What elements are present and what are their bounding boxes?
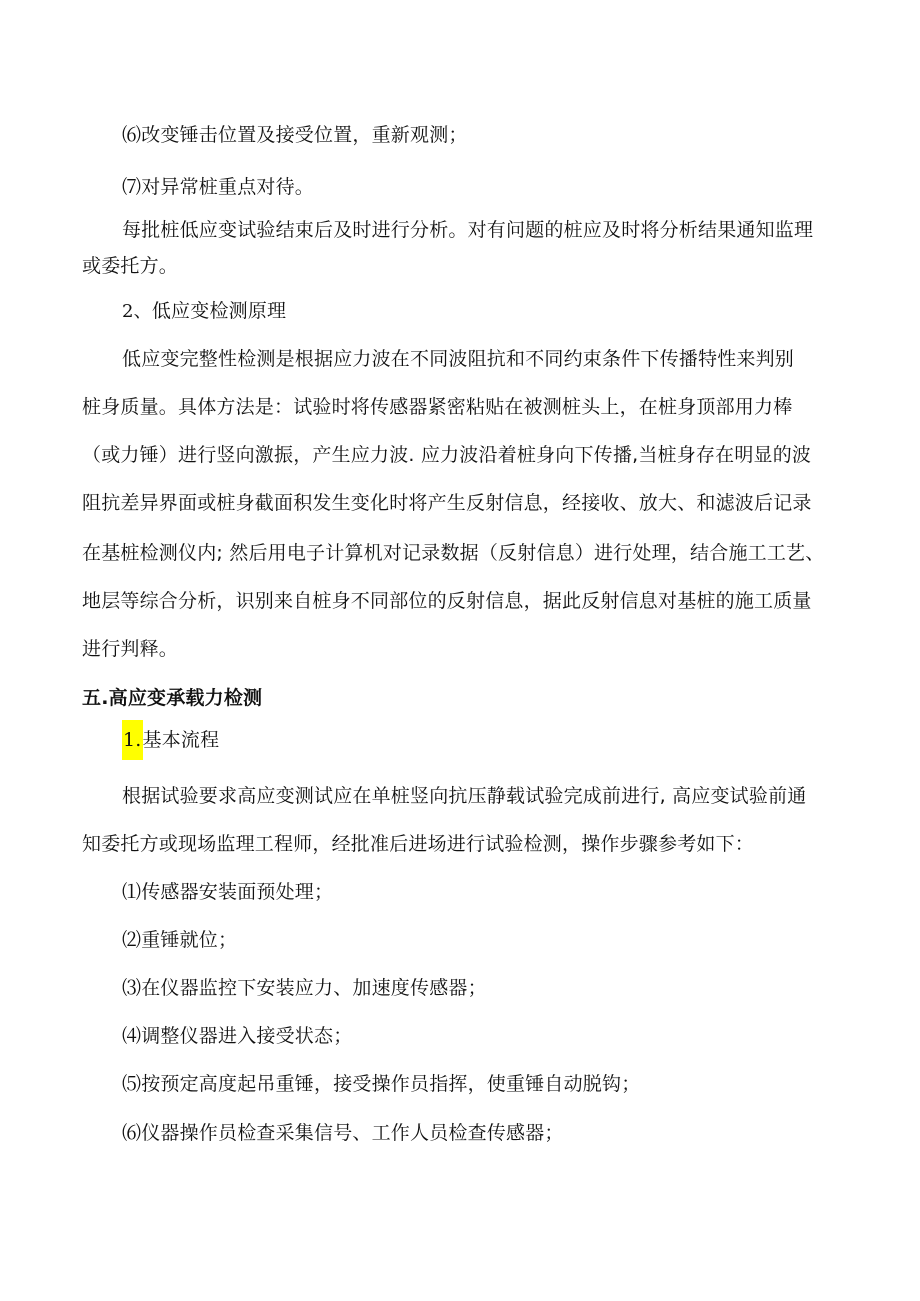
principle-paragraph-line-7: 进行判释。 xyxy=(82,638,179,660)
step-6-change-position: ⑹改变锤击位置及接受位置，重新观测； xyxy=(122,124,468,146)
procedure-intro-line-1: 根据试验要求高应变测试应在单桩竖向抗压静载试验完成前进行, 高应变试验前通 xyxy=(122,785,807,807)
section-2-heading xyxy=(122,298,286,325)
subsection-1-title: 基本流程 xyxy=(142,729,220,751)
subsection-1-number-highlighted: 1. xyxy=(122,720,143,760)
step-6-check-signals: ⑹仪器操作员检查采集信号、工作人员检查传感器； xyxy=(122,1122,564,1144)
step-7-abnormal-pile: ⑺对异常桩重点对待。 xyxy=(122,176,315,198)
procedure-intro-line-2: 知委托方或现场监理工程师，经批准后进场进行试验检测，操作步骤参考如下： xyxy=(82,833,755,855)
step-3-install-sensors: ⑶在仪器监控下安装应力、加速度传感器； xyxy=(122,977,487,999)
paragraph-analysis-line-1: 每批桩低应变试验结束后及时进行分析。对有问题的桩应及时将分析结果通知监理 xyxy=(122,219,814,241)
section-2-title: 低应变检测原理 xyxy=(151,300,287,322)
section-5-heading: 五.高应变承载力检测 xyxy=(82,687,263,709)
section-2-number: 2、 xyxy=(122,301,152,322)
step-5-lift-hammer: ⑸按预定高度起吊重锤，接受操作员指挥，使重锤自动脱钩； xyxy=(122,1073,641,1095)
subsection-1-heading xyxy=(122,720,219,760)
principle-paragraph-line-2: 桩身质量。具体方法是：试验时将传感器紧密粘贴在被测桩头上，在桩身顶部用力棒 xyxy=(82,396,793,418)
principle-paragraph-line-6: 地层等综合分析，识别来自桩身不同部位的反射信息，据此反射信息对基桩的施工质量 xyxy=(82,590,812,612)
principle-paragraph-line-3: （或力锤）进行竖向激振，产生应力波. 应力波沿着桩身向下传播,当桩身存在明显的波 xyxy=(82,444,812,466)
principle-paragraph-line-4: 阻抗差异界面或桩身截面积发生变化时将产生反射信息，经接收、放大、和滤波后记录 xyxy=(82,492,812,514)
step-1-sensor-surface: ⑴传感器安装面预处理； xyxy=(122,881,334,903)
step-2-hammer-position: ⑵重锤就位； xyxy=(122,929,238,951)
principle-paragraph-line-1: 低应变完整性检测是根据应力波在不同波阻抗和不同约束条件下传播特性来判别 xyxy=(122,348,795,370)
principle-paragraph-line-5: 在基桩检测仪内; 然后用电子计算机对记录数据（反射信息）进行处理，结合施工工艺、 xyxy=(82,542,825,564)
paragraph-analysis-line-2: 或委托方。 xyxy=(82,255,179,277)
step-4-instrument-ready: ⑷调整仪器进入接受状态； xyxy=(122,1025,353,1047)
